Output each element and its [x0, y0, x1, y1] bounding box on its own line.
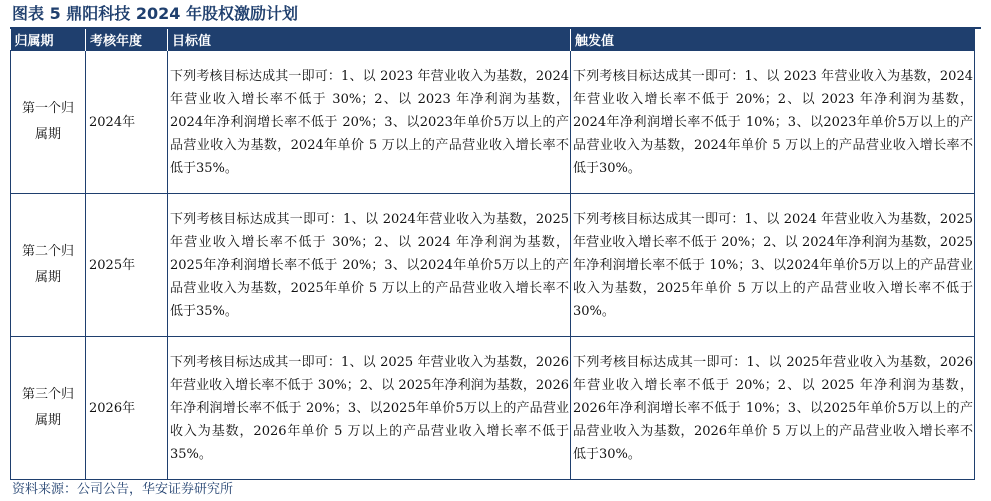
target-cell: 下列考核目标达成其一即可：1、以 2024年营业收入为基数，2025年营业收入增长率不低于 30%；2、以 2024 年净利润为基数，2025年净利润增长率不低于 20%；3、以2024年单价5万以上的产品营业收入为基数，2025年单价 5 万以上的产品营业收入增长率不低于35%。 [168, 194, 571, 337]
table-header [11, 29, 975, 51]
table-row [11, 194, 975, 337]
header-year: 考核年度 [86, 29, 168, 51]
target-cell: 下列考核目标达成其一即可：1、以 2025 年营业收入为基数，2026年营业收入增长率不低于 30%；2、以 2025年净利润为基数，2026年净利润增长率不低于 20%；3、以2025年单价5万以上的产品营业收入为基数，2026年单价 5 万以上的产品营业收入增长率不低于35%。 [168, 337, 571, 480]
figure-title: 图表 5 鼎阳科技 2024 年股权激励计划 [12, 4, 298, 23]
trigger-cell: 下列考核目标达成其一即可：1、以 2025年营业收入为基数，2026年营业收入增长率不低于 20%；2、以 2025 年净利润为基数，2026年净利润增长率不低于 10%；3、以2025年单价5万以上的产品营业收入为基数，2026年单价 5 万以上的产品营业收入增长率不低于30%。 [571, 337, 975, 480]
trigger-cell: 下列考核目标达成其一即可：1、以 2024 年营业收入为基数，2025年营业收入增长率不低于 20%；2、以 2024年净利润为基数，2025年净利润增长率不低于 10%；3、以2024年单价5万以上的产品营业收入为基数，2025年单价 5 万以上的产品营业收入增长率不低于30%。 [571, 194, 975, 337]
header-target: 目标值 [168, 29, 571, 51]
target-cell: 下列考核目标达成其一即可：1、以 2023 年营业收入为基数，2024年营业收入增长率不低于 30%；2、以 2023 年净利润为基数，2024年净利润增长率不低于 20%；3、以2023年单价5万以上的产品营业收入为基数，2024年单价 5 万以上的产品营业收入增长率不低于35%。 [168, 51, 571, 194]
header-trigger: 触发值 [571, 29, 975, 51]
table-row [11, 337, 975, 480]
header-period: 归属期 [11, 29, 86, 51]
year-cell: 2025年 [86, 194, 168, 337]
table-row [11, 51, 975, 194]
period-cell: 第三个归属期 [11, 337, 86, 480]
source-note: 资料来源：公司公告，华安证券研究所 [12, 482, 234, 497]
period-cell: 第二个归属期 [11, 194, 86, 337]
year-cell: 2024年 [86, 51, 168, 194]
trigger-cell: 下列考核目标达成其一即可：1、以 2023 年营业收入为基数，2024年营业收入增长率不低于 20%；2、以 2023 年净利润为基数，2024年净利润增长率不低于 10%；3、以2023年单价5万以上的产品营业收入为基数，2024年单价 5 万以上的产品营业收入增长率不低于30%。 [571, 51, 975, 194]
year-cell: 2026年 [86, 337, 168, 480]
period-cell: 第一个归属期 [11, 51, 86, 194]
incentive-plan-table [10, 29, 975, 480]
